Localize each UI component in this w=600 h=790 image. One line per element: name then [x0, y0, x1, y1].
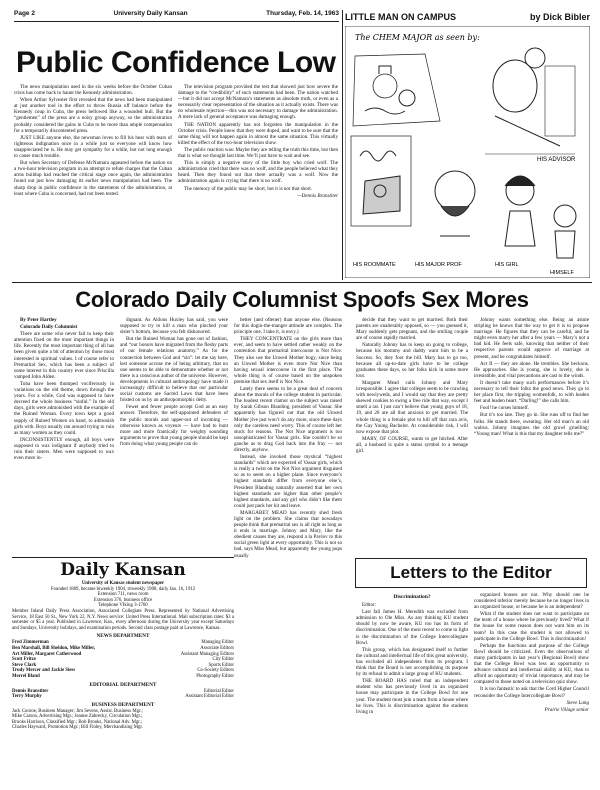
editorial-paragraph: The memory of the public may be short, but it is not that short.: [184, 185, 313, 192]
article-paragraph: Naturally Johnny has to keep on going to college, because his mommy and daddy want him to be a Success. So, they foot the bill. Mary has to go too, because all up-to-date girls have to be college graduates these days, so her folks kick in some more loot.: [356, 342, 468, 379]
article-column-3: [234, 317, 342, 787]
kansan-box-rule: [12, 557, 234, 558]
article-paragraph: better (and oftener) than anyone else. (Reasons for this dogin-the-manger attitude are complex. The principle one, I take it, is envy.): [234, 317, 342, 336]
article-paragraph: Tuba have been thumped vociferously in variations on the old theme, down through the years. For a while, God was supposed to have decreed the whole business “sinful.” In the old days, girls were admonished with the example of the Ruined Woman. Every town kept a good supply of Ruined Women on hand, to admonish girls with. Boys usually ran around trying to ruin as many women as they could.: [14, 380, 114, 436]
staff-row: Merrel Bland Photography Editor: [12, 673, 234, 679]
page-number: Page 2: [14, 10, 35, 17]
business-line: Brooks Harrison, Classified Mgr.; Bob Brooks, National Adv. Mgr.;: [12, 719, 143, 725]
letter-signature: Steve Lang: [566, 699, 589, 706]
article-paragraph: THEY CONCENTRATE on the girls more than ever, and seem to have settled rather weakly on the contention that premarital intercourse is Not Nice. They also use the Unwed Mother bogy, since being an Unwed Mother is even more Not Nice than having sexual intercourse in the first place. The whole thing is of course based on the unspoken premise that sex itself is Not Nice.: [234, 336, 342, 385]
paper-name: University Daily Kansan: [113, 10, 188, 17]
cartoon-artist: by Dick Bibler: [529, 12, 590, 22]
cartoon-caption: The CHEM MAJOR as seen by:: [355, 33, 480, 42]
staff-row: Ben Marshall, Bill Sheldon, Mike Miller, Associate Editors: [12, 645, 234, 651]
business-dept-heading: BUSINESS DEPARTMENT: [91, 701, 155, 708]
article-paragraph: decide that they want to get married. Both their parents are unalterably opposed, so — you guessed it, Mary suddenly gets pregnant, and the smiling couple are of course rapidly married.: [356, 317, 468, 342]
editorial-paragraph: The public reaction was: Maybe they are telling the truth this time, but then that is what we thought last time. We’ll just have to wait and see.: [178, 146, 338, 160]
editorial-paragraph: The television program provided the test that showed just how severe the damage to the “credibility” of such statements had been. The nation watched—but it did not accept McNamara’s statements as absolute truth, or even as a necessarily clear representation of the situation as it actually exists. There was no wholesale rejection—this was not necessary to damage the administration. A mere lack of general acceptance was damaging enough.: [178, 84, 338, 121]
article-paragraph: Fewer and fewer people accept God as an easy answer. Therefore, the self-appointed defenders of the public morals and upper-out of incoming — otherwise known as voyeurs — have had to hunt more and more frantically for weighty sounding arguments to prove that young people should be kept from doing what young people can do: [120, 404, 228, 447]
article-byline-title: Colorado Daily Columnist: [20, 324, 78, 331]
article-paragraph: Johnny wants something else. Being an astute stripling he knows that the way to get it is to propose marriage. He figures that they can be careful, and he might even marry her after a few years — Mary’s not a bad kid. He feels safe, knowing that neither of their respective parents would approve of marriage at present, and he congratulates himself.: [474, 317, 589, 360]
article-column-5: [474, 317, 589, 555]
staff-row: Dennis Branstiter Editorial Editor: [12, 688, 234, 694]
letter-paragraph: Last fall James H. Meredith was excluded from admission to Ole Miss. As any thinking KU student should by now be aware, KU too has its form of discrimination. One of the most recent to come to light is the discrimination of the College Intercollegiate Bowl.: [356, 609, 468, 646]
editorial-headline: Public Confidence Low: [16, 46, 336, 79]
letter-paragraph: This group, which has designated itself to further the cultural and intellectual life of this great university, has excluded all independents from its program. I think that the Board is not accomplishing its purpose by its refusal to admit a large group of KU students.: [356, 646, 468, 678]
letters-column-1: [356, 592, 468, 782]
letters-column-2: [474, 592, 589, 782]
letter-paragraph: THE BOARD HAS ruled that an independent student who has previously lived in an organized house may participate in the College Bowl for one year. The student must join a team from a house where he lives. This is discrimination against the students living in: [356, 678, 468, 715]
kansan-extension-news: Extension 711, news room: [97, 592, 149, 598]
label-girl: HIS GIRL: [495, 262, 519, 268]
article-paragraph: dignant. As Aldous Huxley has said, you were supposed to try to kill a man who pinched your sister’s bottom, because you felt dishonored.: [120, 317, 228, 336]
editorial-paragraph: The news manipulation used in the six weeks before the October Cuban crisis has come back to haunt the Kennedy administration.: [14, 84, 172, 97]
cartoon-header: [345, 12, 590, 22]
article-paragraph: But it’s too late. They go in. She runs off to find her folks. He stands there, sweating. Her old man’s an old walrus. Johnny imagines the old growl gruelling: “Young man! What is this that my daughter tells me?”: [474, 412, 589, 437]
article-paragraph: MARY, OF COURSE, wants to get hitched. After all, a husband is quite a status symbol to a teenage girl.: [356, 435, 468, 454]
kansan-extension-business: Extension 376, business office: [93, 597, 153, 603]
editorial-column-2: [178, 84, 338, 269]
article-byline: By Peter Hartley: [20, 317, 57, 323]
label-roommate: HIS ROOMMATE: [353, 262, 396, 268]
section-divider: [12, 282, 592, 283]
staff-row: Terry Murphy Assistant Editorial Editor: [12, 694, 234, 700]
staff-row: Trudy Mercer and Jackie Siess Co-Society Editors: [12, 668, 234, 674]
kansan-phone: Telephone VIking 3-1760: [98, 603, 148, 609]
staff-row: Steve Clark Sports Editor: [12, 662, 234, 668]
editorial-column-1: [14, 84, 172, 269]
cartoon-illustration: [345, 26, 590, 278]
staff-row: Art Miller, Margaret Catherwood Assistant Managing Editors: [12, 651, 234, 657]
letter-paragraph: Editor:: [362, 602, 377, 609]
article-column-4: [356, 317, 468, 555]
business-line: Charles Hayward, Promotion Mgr.; Bill Finley, Merchandising Mgr.: [12, 725, 143, 731]
article-column-1: [14, 317, 114, 557]
cartoon-feature-name: LITTLE MAN ON CAMPUS: [345, 12, 456, 22]
staff-row: Scott Fritze City Editor: [12, 657, 234, 663]
article-paragraph: Instead, she invoked those mystical “highest standards” which are expected of Vassar girls, which is really a twist on the Not Nice argument disguised so as to seem on a higher plane. Since everyone’s highest standards differ from everyone else’s, President Blanding naturally asserted that her own highest standards are higher than other people’s highest standards, and any girl who didn’t like them could just pack her kit and leave.: [234, 454, 342, 509]
kansan-founded: Founded 1889, became biweekly 1904, triweekly 1908, daily Jan. 16, 1912: [50, 586, 196, 592]
label-himself: HIMSELF: [550, 270, 574, 276]
letter-paragraph: Perhaps the functions and purpose of the College Bowl should be criticized. Even the observations of many participants in last year’s (Regional Bowl) show that the College Bowl was less an opportunity to advance cultural and intellectual ability at KU, than to afford an opportunity of trivial importance, and may be compared to those noted on a television quiz show.: [474, 642, 589, 686]
page-masthead: [14, 10, 339, 22]
article-column-2: [120, 317, 228, 557]
letter-signature-title: Prairie Village senior: [544, 706, 589, 713]
letter-paragraph: It is too fantastic to ask that the Cord Higher Council reconsider the College Intercollegiate Bowl?: [474, 686, 589, 699]
letter-subhead: Discrimination?: [393, 594, 431, 600]
column-divider: [342, 10, 343, 280]
article-paragraph: But the Ruined Woman has gone out of fashion, and “our honors have migrated from the fleshy parts of our female relations anatomy.” As for the connection between God and “sin”: let me say here, lest someone accuse me of being arbitrary, that no one seems to be able to demonstrate whether or not there is a conscious author of the universe. However, developments in cultural anthropology have made it increasingly difficult to believe that our particular social customs are Sacred Laws that have been foisted on us by an anthropomorphic deity.: [120, 336, 228, 404]
letter-paragraph: What if the student does not want to participate on the team of a house where he previously lived? What if the house for some reason does not want him on its team? In this case the student is not allowed to participate in the College Bowl. This is discrimination!: [474, 611, 589, 642]
letters-header: Letters to the Editor: [355, 558, 587, 588]
staff-row: Fred Zimmerman Managing Editor: [12, 640, 234, 646]
letter-paragraph: organized houses are not. Why should one be considered inferior merely because he no longer lives in an organized house, or because he is an independent?: [474, 592, 589, 611]
kansan-subtitle: University of Kansas student newspaper: [81, 581, 165, 586]
article-paragraph: Margaret Mead calls Johnny and Mary irresponsible. I agree that colleges seem to be crawling with newlyweds, and I would say that they are pretty skewed cookies to swing a free ride that way, except I smell a rat. I just can’t believe that young guys of 18, 19, and 20 are all that anxious to get married. The whole thing is a female plot to kill off that rara avis, the Gay Young Bachelor. At considerable risk, I will now expose that plot.: [356, 379, 468, 435]
kansan-masthead-box: [12, 560, 234, 770]
business-line: Mike Carson, Advertising Mgr.; Jeanne Zabrecky, Circulation Mgr.;: [12, 714, 143, 720]
editorial-paragraph: When Arthur Sylvester first revealed that the news had been manipulated at just another tool in the effort to throw Russia off balance before the Kennedy coup in Cuba, the press bellowed like a wounded bull. But the “gentlemen” of the press are a noisy group anyway, so the administration probably considered the gains in Cuba to be more than ample compensation for a temporarily discontented press.: [14, 97, 172, 134]
article-paragraph: Act II — they are alone. He trembles. She beckons. He approaches. She is young, she is lovely, she is irresistible, and vital precautions are cast to the winds.: [474, 360, 589, 379]
label-major-prof: HIS MAJOR PROF: [415, 262, 462, 268]
kansan-title: Daily Kansan: [60, 560, 186, 580]
editorial-paragraph: This is simply a negative story of the little boy who cried wolf. The administration cried that there was no wolf, and the people believed what they heard. Then they found out that there actually was a wolf. Now the administration again is crying that there is no wolf.: [178, 160, 338, 185]
article-paragraph: There are some who never fail to keep their attention fixed on the most important things in life. Recently the most important thing of all has been given quite a bit of attention by those most interested in spiritual values. I of course refer to Premarital Sex, which has been a subject of some interest in this country ever since Priscilla vamped John Alden.: [14, 331, 114, 380]
article-paragraph: INCONSISTENTLY enough, all boys were supposed to wax indignant if anybody tried to ruin their sisters. Men were supposed to wax even more in-: [14, 436, 114, 462]
editorial-dept-heading: EDITORIAL DEPARTMENT: [89, 681, 157, 688]
article-headline: Colorado Daily Columnist Spoofs Sex Mores: [75, 287, 529, 312]
article-paragraph: Fool! he curses himself.: [480, 405, 529, 412]
label-advisor: HIS ADVISOR: [537, 157, 576, 163]
kansan-blurb: Member Inland Daily Press Association, Associated Collegiate Press. Represented by National Advertising Service, 18 East 50 St., New York 22, N.Y. News service: United Press International. Mail subscription rates: $3 a semester or $5 a year. Published in Lawrence, Kan., every afternoon during the University year except Saturdays and Sundays, University holidays, and examination periods. Second class postage paid at Lawrence, Kansas.: [12, 608, 234, 631]
news-dept-heading: NEWS DEPARTMENT: [96, 633, 150, 640]
article-paragraph: MARGARET MEAD has recently shed fresh light on the problem. She claims that nowadays people think that premarital sex is all right as long as it ends in marriage. Johnny and Mary, like the obedient causes they are, respond a la Pavlov to this social green light at every opportunity. This is not so bad, says Miss Mead, but apparently the young pups usually: [234, 509, 342, 559]
editorial-paragraph: JUST LIKE anyone else, the newsman loves to fill his hear with tears of righteous indignation once in a while just so everyone will know how unappreciated he is. He may get sympathy for a while, but not long enough to cause much trouble.: [14, 134, 172, 160]
editorial-signature: —Dennis Branstiter: [297, 192, 338, 199]
editorial-paragraph: But when Secretary of Defense McNamara appeared before the nation on a two-hour television program in an attempt to refute charges that the Cuban arms buildup had reached the critical stage once again, the administration found out just how damaging its earlier news manipulation had been. The sharp drop in public confidence in the statements of the administration, at least where Cuba is concerned, had not been tested.: [14, 160, 172, 197]
editorial-paragraph: THE NATION apparently has not forgotten the manipulation in the October crisis. People knew that they were duped, and want to be sure that the same thing will not happen again in almost the same situation. This virtually killed the effect of the two-hour television show.: [178, 121, 338, 146]
article-paragraph: It doesn’t take many such performances before it’s necessary to tell their folks the good news. They go to her place first, the tripping womenfolk, to with leaden feet and leaden heart. “Darling!” she calls him.: [474, 379, 589, 405]
business-line: Jack Conroe, Business Manager; Jim Sevens, Assist. Business Mgr.;: [12, 708, 143, 714]
article-paragraph: Lately there seems to be a great deal of concern about the morals of the college student in particular. The loudest recent clamor on the subject was raised by Sarah Gibson Blanding, president of Vassar. She apparently has figured out that the old Unwed Mother jive just won’t do any more, since these days only the careless need worry. This of course left her stuck for reasons. The Not Nice argument is too unsophisticated for Vassar girls. She couldn’t be so gauche as to drag God back into the fray — not directly, anyhow.: [234, 386, 342, 453]
issue-date: Thursday, Feb. 14, 1963: [266, 10, 339, 17]
